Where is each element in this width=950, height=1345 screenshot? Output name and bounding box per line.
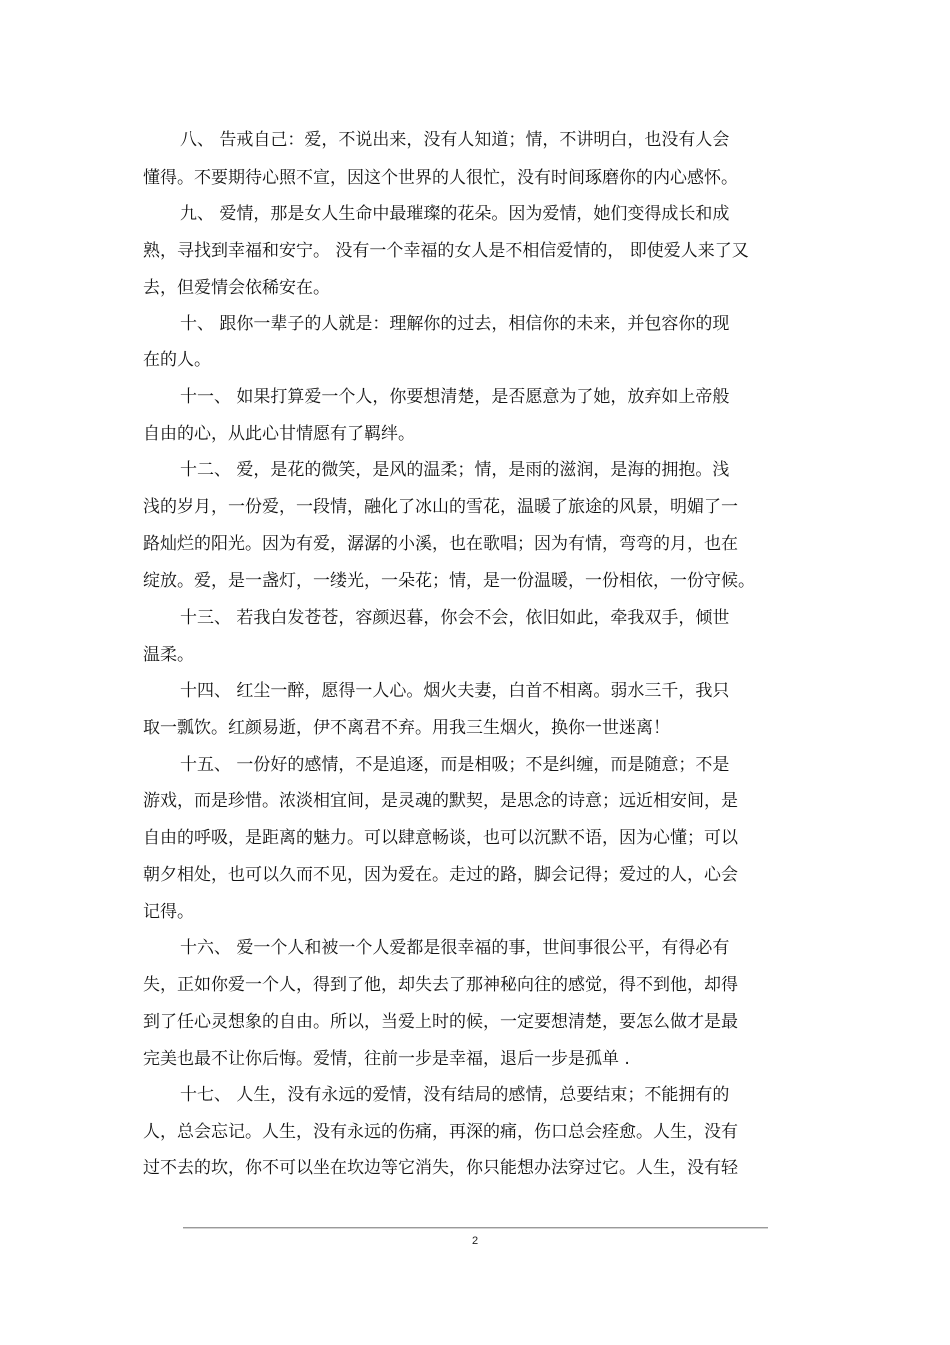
paragraph-line: 到了任心灵想象的自由。所以，当爱上时的候，一定要想清楚，要怎么做才是最	[143, 1012, 738, 1032]
paragraph-line: 在的人。	[143, 350, 211, 370]
paragraph-line: 过不去的坎，你不可以坐在坎边等它消失，你只能想办法穿过它。人生，没有轻	[143, 1158, 738, 1178]
paragraph-first-line: 八、 告戒自己：爱，不说出来，没有人知道；情，不讲明白，也没有人会	[180, 130, 730, 150]
paragraph-first-line: 十三、 若我白发苍苍，容颜迟暮，你会不会，依旧如此，牵我双手，倾世	[180, 608, 730, 628]
paragraph-line: 失，正如你爱一个人，得到了他，却失去了那神秘向往的感觉，得不到他，却得	[143, 975, 738, 995]
paragraph-line: 朝夕相处，也可以久而不见，因为爱在。走过的路，脚会记得；爱过的人，心会	[143, 865, 738, 885]
paragraph-line: 人，总会忘记。人生，没有永远的伤痛，再深的痛，伤口总会痊愈。人生，没有	[143, 1122, 738, 1142]
paragraph-line: 完美也最不让你后悔。爱情，往前一步是幸福，退后一步是孤单 .	[143, 1049, 630, 1069]
paragraph-first-line: 十六、 爱一个人和被一个人爱都是很幸福的事，世间事很公平，有得必有	[180, 938, 730, 958]
paragraph-line: 自由的心，从此心甘情愿有了羁绊。	[143, 424, 415, 444]
paragraph-line: 懂得。不要期待心照不宣，因这个世界的人很忙，没有时间琢磨你的内心感怀。	[143, 168, 738, 188]
page-number: 2	[471, 1235, 479, 1247]
paragraph-line: 记得。	[143, 902, 194, 922]
paragraph-first-line: 十五、 一份好的感情，不是追逐，而是相吸；不是纠缠，而是随意；不是	[180, 755, 730, 775]
paragraph-line: 温柔。	[143, 645, 194, 665]
paragraph-line: 路灿烂的阳光。因为有爱，潺潺的小溪，也在歌唱；因为有情，弯弯的月，也在	[143, 534, 738, 554]
paragraph-line: 取一瓢饮。红颜易逝，伊不离君不弃。用我三生烟火，换你一世迷离！	[143, 718, 670, 738]
paragraph-line: 自由的呼吸，是距离的魅力。可以肆意畅谈，也可以沉默不语，因为心懂；可以	[143, 828, 738, 848]
paragraph-line: 游戏，而是珍惜。浓淡相宜间，是灵魂的默契，是思念的诗意；远近相安间，是	[143, 791, 738, 811]
paragraph-first-line: 九、 爱情，那是女人生命中最璀璨的花朵。因为爱情，她们变得成长和成	[180, 204, 730, 224]
paragraph-line: 浅的岁月，一份爱，一段情，融化了冰山的雪花，温暖了旅途的风景，明媚了一	[143, 497, 738, 517]
footer-divider	[183, 1227, 768, 1228]
paragraph-line: 熟，寻找到幸福和安宁。 没有一个幸福的女人是不相信爱情的， 即使爱人来了又	[143, 241, 749, 261]
paragraph-line: 绽放。爱，是一盏灯，一缕光，一朵花；情，是一份温暖，一份相依，一份守候。	[143, 571, 755, 591]
paragraph-line: 去，但爱情会依稀安在。	[143, 278, 330, 298]
paragraph-first-line: 十四、 红尘一醉，愿得一人心。烟火夫妻，白首不相离。弱水三千，我只	[180, 681, 730, 701]
paragraph-first-line: 十一、 如果打算爱一个人，你要想清楚，是否愿意为了她，放弃如上帝般	[180, 387, 730, 407]
paragraph-first-line: 十、 跟你一辈子的人就是：理解你的过去，相信你的未来，并包容你的现	[180, 314, 730, 334]
paragraph-first-line: 十二、 爱，是花的微笑，是风的温柔；情，是雨的滋润，是海的拥抱。浅	[180, 460, 730, 480]
paragraph-first-line: 十七、 人生，没有永远的爱情，没有结局的感情，总要结束；不能拥有的	[180, 1085, 730, 1105]
